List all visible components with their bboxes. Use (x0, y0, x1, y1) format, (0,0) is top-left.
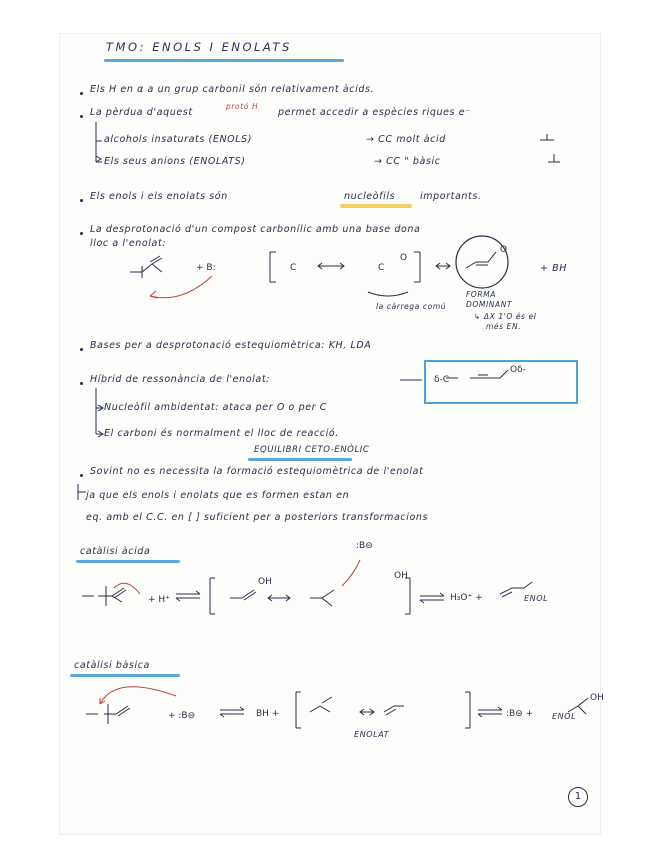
svg-text:OH: OH (590, 693, 604, 703)
svg-text:OH: OH (394, 571, 408, 581)
note-line: lloc a l'enolat: (90, 238, 167, 249)
note-line: eq. amb el C.C. en [ ] suficient per a posteriors transformacions (86, 512, 429, 523)
product-label: ENOL (524, 594, 549, 603)
svg-text::B⊖: :B⊖ (356, 541, 373, 551)
note-line: ja que els enols i enolats que es formen estan en (86, 490, 350, 501)
note-line: La desprotonació d'un compost carbonílic amb una base dona (90, 224, 421, 235)
page-title: TMO: ENOLS I ENOLATS (106, 40, 292, 54)
forma-label: FORMA (466, 290, 497, 299)
note-line: permet accedir a espècies riques e⁻ (278, 107, 471, 118)
svg-text:OH: OH (258, 577, 272, 587)
forma-label: ↳ ΔX 1'O és el (474, 312, 537, 321)
product-label: ENOLAT (354, 730, 390, 739)
svg-text::B⊖ +: :B⊖ + (506, 709, 534, 719)
note-line: Nucleòfil ambidentat: ataca per O o per C (104, 402, 328, 413)
section-heading: catàlisi àcida (80, 546, 151, 557)
forma-label: DOMINANT (466, 300, 513, 309)
page-number: 1 (568, 787, 588, 807)
proto-annotation: protó H (226, 102, 259, 111)
svg-text:+ :B⊖: + :B⊖ (168, 711, 196, 721)
note-line: importants. (420, 191, 482, 202)
resonance-note: la càrrega comú (376, 302, 447, 311)
section-heading: EQUILIBRI CETO-ENÒLIC (254, 445, 370, 455)
note-line: Híbrid de ressonància de l'enolat: (90, 374, 270, 385)
svg-text:O: O (400, 253, 408, 263)
svg-text:C: C (378, 263, 385, 273)
svg-text:O: O (500, 245, 508, 255)
svg-text:H₃O⁺ +: H₃O⁺ + (450, 593, 483, 603)
svg-text:+ H⁺: + H⁺ (148, 595, 170, 605)
byproduct: + BH (540, 263, 568, 274)
note-line: Els seus anions (ENOLATS) (104, 156, 246, 167)
product-label: ENOL (552, 712, 577, 721)
highlighted-word: nucleòfils (344, 191, 396, 202)
note-line: Sovint no es necessita la formació estequiomètrica de l'enolat (90, 466, 424, 477)
svg-text:C: C (290, 263, 297, 273)
note-line: Bases per a desprotonació estequiomètrica: KH, LDA (90, 340, 372, 351)
note-line: → CC " bàsic (374, 156, 441, 167)
note-line: → CC molt àcid (366, 134, 446, 145)
note-line: El carboni és normalment el lloc de reacció. (104, 428, 339, 439)
note-line: Els enols i els enolats són (90, 191, 228, 202)
note-line: La pèrdua d'aquest (90, 107, 193, 118)
section-heading: catàlisi bàsica (74, 660, 150, 671)
note-line: Els H en α a un grup carbonil són relativament àcids. (90, 84, 375, 95)
svg-text:+ B:: + B: (196, 263, 216, 273)
svg-text:δ-C: δ-C (434, 375, 450, 385)
svg-text:Oδ-: Oδ- (510, 365, 526, 375)
forma-label: més EN. (486, 322, 522, 331)
note-line: alcohols insaturats (ENOLS) (104, 134, 253, 145)
svg-text:BH +: BH + (256, 709, 280, 719)
